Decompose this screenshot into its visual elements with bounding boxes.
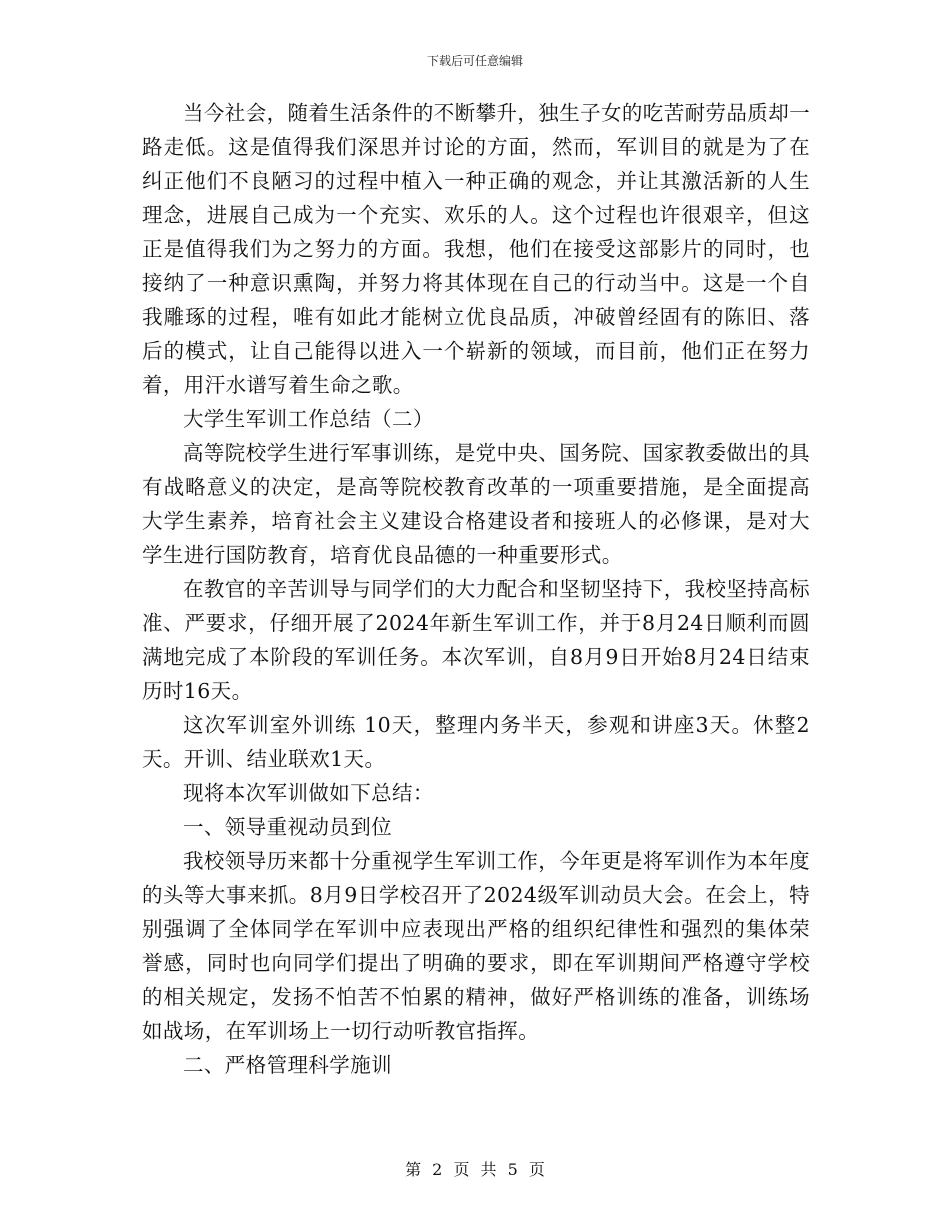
paragraph-intro: 当今社会，随着生活条件的不断攀升，独生子女的吃苦耐劳品质却一路走低。这是值得我们深思并讨论的方面，然而，军训目的就是为了在纠正他们不良陋习的过程中植入一种正确的观念，并让其激活新的人生理念，进展自己成为一个充实、欢乐的人。这个过程也许很艰辛，但这正是值得我们为之努力的方面。我想，他们在接受这部影片的同时，也接纳了一种意识熏陶，并努力将其体现在自己的行动当中。这是一个自我雕琢的过程，唯有如此才能树立优良品质，冲破曾经固有的陈旧、落后的模式，让自己能得以进入一个崭新的领域，而目前，他们正在努力着，用汗水谱写着生命之歌。 — [142, 101, 810, 397]
paragraph-leadership: 我校领导历来都十分重视学生军训工作，今年更是将军训作为本年度的头等大事来抓。8月9日学校召开了2024级军训动员大会。在会上，特别强调了全体同学在军训中应表现出严格的组织纪律性和强烈的集体荣誉感，同时也向同学们提出了明确的要求，即在军训期间严格遵守学校的相关规定，发扬不怕苦不怕累的精神，做好严格训练的准备，训练场如战场，在军训场上一切行动听教官指挥。 — [142, 849, 810, 1043]
section-title: 大学生军训工作总结（二） — [183, 407, 434, 431]
heading-leadership: 一、领导重视动员到位 — [183, 815, 392, 839]
paragraph-schedule: 这次军训室外训练 10天，整理内务半天，参观和讲座3天。休整2天。开训、结业联欢1天。 — [142, 713, 810, 771]
paragraph-training-overview: 在教官的辛苦训导与同学们的大力配合和坚韧坚持下，我校坚持高标准、严要求，仔细开展了2024年新生军训工作，并于8月24日顺利而圆满地完成了本阶段的军训任务。本次军训，自8月9日开始8月24日结束历时16天。 — [142, 577, 810, 703]
paragraph-significance: 高等院校学生进行军事训练，是党中央、国务院、国家教委做出的具有战略意义的决定，是高等院校教育改革的一项重要措施，是全面提高大学生素养，培育社会主义建设合格建设者和接班人的必修课，是对大学生进行国防教育，培育优良品德的一种重要形式。 — [142, 441, 810, 567]
page-number: 第 2 页 共 5 页 — [405, 1160, 545, 1179]
page-header: 下载后可任意编辑 — [426, 54, 523, 68]
heading-management: 二、严格管理科学施训 — [183, 1053, 392, 1077]
document-body — [142, 96, 810, 1082]
paragraph-summary-lead: 现将本次军训做如下总结： — [183, 781, 434, 805]
